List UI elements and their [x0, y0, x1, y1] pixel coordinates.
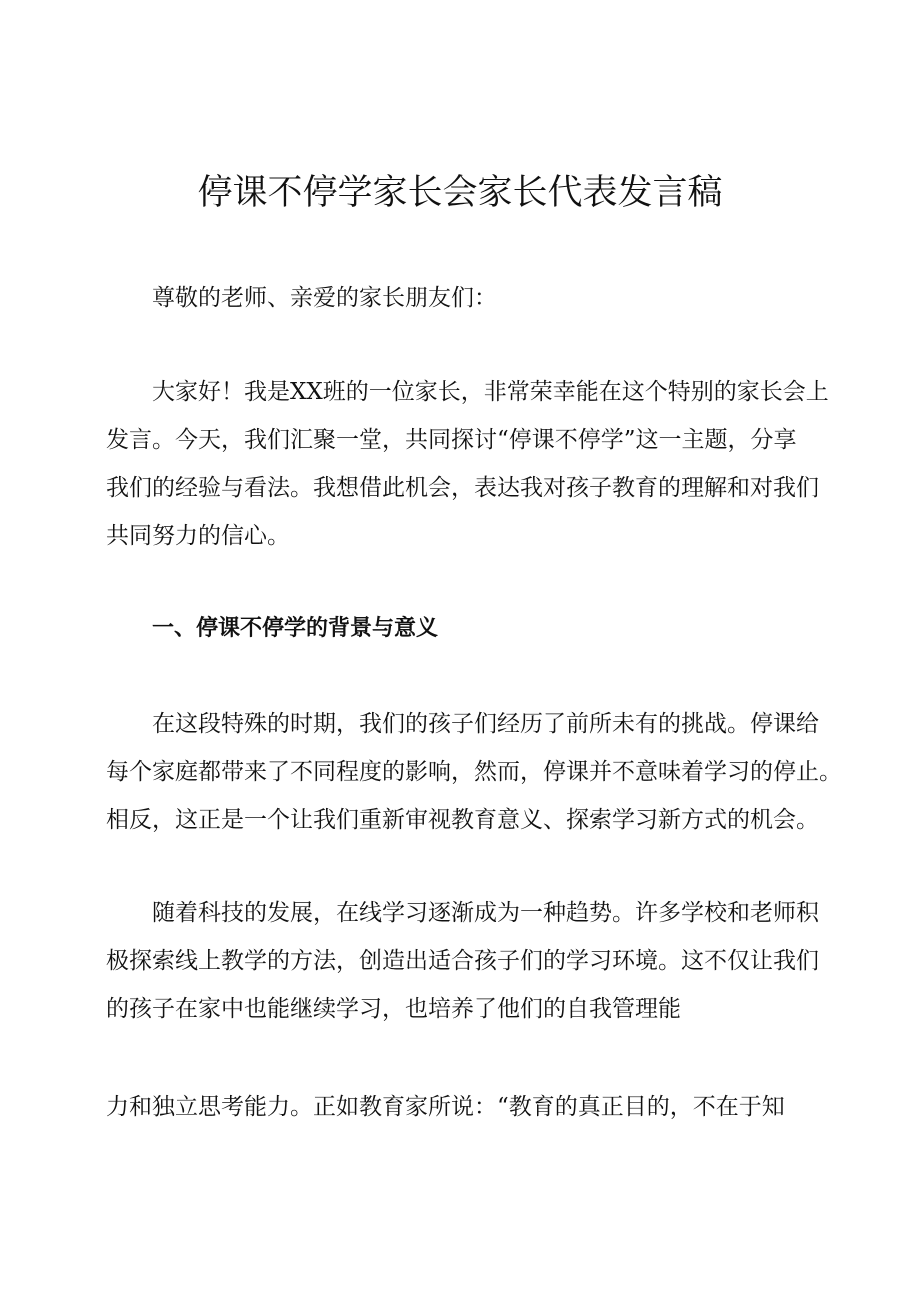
section1-paragraph-1 [106, 700, 842, 844]
intro-line-2: 发言。今天，我们汇聚一堂，共同探讨“停课不停学”这一主题，分享 [106, 427, 797, 453]
greeting-paragraph: 尊敬的老师、亲爱的家长朋友们： [152, 285, 497, 311]
document-title: 停课不停学家长会家长代表发言稿 [197, 173, 723, 213]
intro-line-4: 共同努力的信心。 [106, 523, 290, 549]
section1-p2-line-1: 随着科技的发展，在线学习逐渐成为一种趋势。许多学校和老师积 [152, 900, 819, 926]
section-heading-1: 一、停课不停学的背景与意义 [152, 616, 439, 641]
section1-p1-line-3: 相反，这正是一个让我们重新审视教育意义、探索学习新方式的机会。 [106, 807, 819, 833]
intro-paragraph [106, 368, 829, 560]
section1-p1-line-1: 在这段特殊的时期，我们的孩子们经历了前所未有的挑战。停课给 [152, 711, 819, 737]
continuation-line: 力和独立思考能力。正如教育家所说：“教育的真正目的，不在于知 [106, 1094, 785, 1120]
intro-line-1: 大家好！我是XX班的一位家长，非常荣幸能在这个特别的家长会上 [152, 379, 829, 405]
continuation-paragraph [106, 1083, 826, 1131]
section1-p2-line-3: 的孩子在家中也能继续学习，也培养了他们的自我管理能 [106, 996, 681, 1022]
section1-p1-line-2: 每个家庭都带来了不同程度的影响，然而，停课并不意味着学习的停止。 [106, 759, 842, 785]
section1-paragraph-2 [106, 889, 826, 1033]
section1-p2-line-2: 极探索线上教学的方法，创造出适合孩子们的学习环境。这不仅让我们 [106, 948, 819, 974]
intro-line-3: 我们的经验与看法。我想借此机会，表达我对孩子教育的理解和对我们 [106, 475, 819, 501]
